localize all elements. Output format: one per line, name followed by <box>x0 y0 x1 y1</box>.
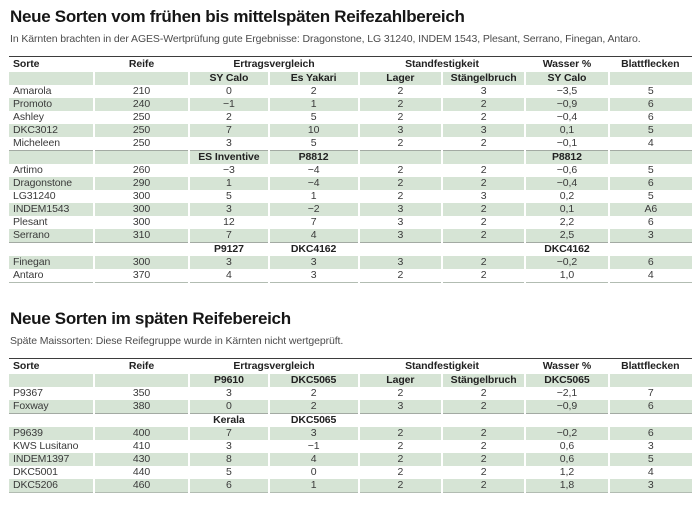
table-cell: 2 <box>442 98 525 111</box>
table-cell: Ashley <box>13 111 44 123</box>
table-cell: 2 <box>442 137 525 151</box>
table-cell: 4 <box>269 453 359 466</box>
variety-row <box>9 229 692 243</box>
column-header: Blattflecken <box>621 360 680 372</box>
variety-row <box>9 440 692 453</box>
column-header: Reife <box>128 360 155 372</box>
table-cell: 5 <box>609 453 692 466</box>
table-cell <box>9 374 94 387</box>
table-cell: 1 <box>189 177 268 190</box>
table-cell: 2 <box>359 440 442 453</box>
table-cell: −3 <box>189 164 268 177</box>
table-cell: 0 <box>189 400 268 414</box>
table-cell: 250 <box>94 111 190 124</box>
table-cell: Plesant <box>13 216 48 228</box>
table-cell: Antaro <box>13 269 44 281</box>
table-cell: 7 <box>189 124 268 137</box>
table-cell: 3 <box>189 256 268 269</box>
variety-row <box>9 111 692 124</box>
table-cell: 300 <box>94 216 190 229</box>
table-cell: 3 <box>189 387 268 400</box>
table-cell: 7 <box>269 216 359 229</box>
table-cell: 1 <box>269 190 359 203</box>
table-cell: 300 <box>94 256 190 269</box>
table-cell <box>94 414 190 428</box>
table-cell: 430 <box>94 453 190 466</box>
table-cell: 8 <box>189 453 268 466</box>
table-cell <box>94 243 190 257</box>
late-varieties-table <box>9 358 692 493</box>
table-cell: −1 <box>189 98 268 111</box>
table-cell: 3 <box>269 269 359 283</box>
section-subtitle: Späte Maissorten: Diese Reifegruppe wurde in Kärnten nicht wertgeprüft. <box>10 335 344 347</box>
table-cell: Lager <box>359 374 442 387</box>
section-title: Neue Sorten vom frühen bis mittelspäten Reifezahlbereich <box>10 7 465 26</box>
table-cell: DKC5001 <box>13 466 58 478</box>
table-cell: Foxway <box>9 400 94 414</box>
variety-row <box>9 453 692 466</box>
table-cell: 2 <box>442 216 525 229</box>
table-cell: 1,2 <box>525 466 608 479</box>
table-cell: 6 <box>609 427 692 440</box>
column-header: Ertragsvergleich <box>233 58 315 70</box>
table-cell <box>9 72 94 85</box>
table-cell: 0,1 <box>525 124 608 137</box>
table-cell <box>359 151 442 165</box>
table-cell: 260 <box>94 164 190 177</box>
table-cell: 2 <box>442 400 525 414</box>
table-cell: Serrano <box>9 229 94 243</box>
variety-row <box>9 85 692 98</box>
table-cell: 3 <box>189 137 268 151</box>
table-cell: 12 <box>189 216 268 229</box>
table-cell: −4 <box>269 164 359 177</box>
table-cell <box>442 414 525 428</box>
table-cell: 7 <box>189 229 268 243</box>
table-cell: DKC5065 <box>525 374 608 387</box>
table-cell: 3 <box>442 85 525 98</box>
table-cell: 2 <box>359 111 442 124</box>
table-cell: 2 <box>442 387 525 400</box>
table-cell: 2 <box>442 111 525 124</box>
table-cell: 6 <box>609 256 692 269</box>
table-cell: 3 <box>189 440 268 453</box>
table-cell: DKC4162 <box>525 243 608 257</box>
table-cell: P9367 <box>13 387 43 399</box>
early-varieties-table <box>9 56 692 283</box>
table-cell <box>359 243 442 257</box>
table-cell: 3 <box>609 229 692 243</box>
table-cell: DKC3012 <box>9 124 94 137</box>
table-cell <box>9 151 94 165</box>
table-cell: 350 <box>94 387 190 400</box>
table-cell: 4 <box>609 269 692 283</box>
comparer-subheader-row <box>9 414 692 428</box>
table-cell <box>9 243 94 257</box>
table-cell: −2 <box>269 203 359 216</box>
table-cell: −0,4 <box>525 111 608 124</box>
table-cell: Kerala <box>189 414 268 428</box>
table-cell: 2 <box>189 111 268 124</box>
table-cell: 5 <box>269 137 359 151</box>
table-cell: 2 <box>442 229 525 243</box>
table-cell: Finegan <box>9 256 94 269</box>
column-header: Wasser % <box>542 360 592 372</box>
table-cell: 5 <box>189 466 268 479</box>
table-cell: 3 <box>359 203 442 216</box>
table-cell: 2 <box>269 387 359 400</box>
table-cell: 5 <box>609 190 692 203</box>
table-cell: 2 <box>442 479 525 493</box>
table-cell: KWS Lusitano <box>13 440 79 452</box>
table-cell: 0,2 <box>525 190 608 203</box>
section-late-varieties <box>9 309 692 493</box>
variety-row <box>9 190 692 203</box>
table-cell: P9610 <box>189 374 268 387</box>
table-cell: 300 <box>94 190 190 203</box>
table-cell: 3 <box>189 203 268 216</box>
table-cell: 3 <box>442 190 525 203</box>
variety-row <box>9 400 692 414</box>
table-cell: 0,6 <box>525 453 608 466</box>
table-cell: 5 <box>269 111 359 124</box>
table-cell: DKC5065 <box>269 414 359 428</box>
table-cell: INDEM1543 <box>9 203 94 216</box>
table-cell: SY Calo <box>189 72 268 85</box>
table-cell <box>94 72 190 85</box>
table-cell: 2 <box>442 256 525 269</box>
table-cell: 1 <box>269 98 359 111</box>
table-cell: 240 <box>94 98 190 111</box>
table-cell: 2 <box>269 400 359 414</box>
comparer-subheader-row <box>9 72 692 85</box>
table-cell: DKC5065 <box>269 374 359 387</box>
variety-row <box>9 269 692 283</box>
table-cell: Dragonstone <box>9 177 94 190</box>
table-cell: 5 <box>609 124 692 137</box>
header-row <box>9 359 692 375</box>
table-cell: 2 <box>359 85 442 98</box>
table-cell: 2 <box>442 466 525 479</box>
table-cell: 3 <box>359 229 442 243</box>
table-cell: 1,8 <box>525 479 608 493</box>
table-cell: 6 <box>189 479 268 493</box>
table-cell: 370 <box>94 269 190 283</box>
table-cell: 2 <box>359 137 442 151</box>
table-cell: 0,6 <box>525 440 608 453</box>
column-header: Wasser % <box>542 58 592 70</box>
table-cell: 7 <box>189 427 268 440</box>
table-cell: 2 <box>442 440 525 453</box>
variety-row <box>9 164 692 177</box>
table-cell <box>442 151 525 165</box>
table-cell: 3 <box>359 400 442 414</box>
table-cell: 2 <box>359 98 442 111</box>
table-cell: 2,5 <box>525 229 608 243</box>
table-cell: 0 <box>189 85 268 98</box>
table-cell <box>94 151 190 165</box>
table-cell: A6 <box>609 203 692 216</box>
table-cell: 2 <box>359 466 442 479</box>
table-cell: 6 <box>609 216 692 229</box>
table-cell: 3 <box>359 124 442 137</box>
table-cell: 2 <box>442 453 525 466</box>
table-cell: 310 <box>94 229 190 243</box>
table-cell <box>525 414 608 428</box>
table-cell: P9127 <box>189 243 268 257</box>
column-header: Sorte <box>13 58 40 70</box>
comparer-subheader-row <box>9 374 692 387</box>
variety-row <box>9 466 692 479</box>
variety-row <box>9 124 692 137</box>
table-cell: 2 <box>359 269 442 283</box>
table-cell: 250 <box>94 124 190 137</box>
table-cell: 1,0 <box>525 269 608 283</box>
table-cell: P8812 <box>269 151 359 165</box>
table-cell <box>359 414 442 428</box>
table-cell: 2 <box>359 190 442 203</box>
table-cell: 5 <box>609 85 692 98</box>
column-header: Blattflecken <box>621 58 680 70</box>
table-cell: −0,4 <box>525 177 608 190</box>
table-cell: 3 <box>359 216 442 229</box>
table-cell: 2 <box>442 164 525 177</box>
table-cell: 2 <box>442 269 525 283</box>
table-cell: −0,6 <box>525 164 608 177</box>
table-cell: Micheleen <box>13 137 60 149</box>
table-cell: 400 <box>94 427 190 440</box>
table-cell: 3 <box>609 479 692 493</box>
table-cell: 4 <box>609 466 692 479</box>
table-cell: DKC5206 <box>9 479 94 493</box>
table-cell: 3 <box>269 427 359 440</box>
table-cell: 410 <box>94 440 190 453</box>
table-cell: LG31240 <box>13 190 56 202</box>
table-cell: Lager <box>359 72 442 85</box>
section-subtitle: In Kärnten brachten in der AGES-Wertprüfung gute Ergebnisse: Dragonstone, LG 31240, INDEM 1543, Plesant, Serrano, Finegan, Antaro. <box>10 33 641 45</box>
table-cell: DKC4162 <box>269 243 359 257</box>
table-cell: 6 <box>609 400 692 414</box>
column-header: Standfestigkeit <box>405 58 479 70</box>
section-title: Neue Sorten im späten Reifebereich <box>10 309 291 328</box>
table-cell: 290 <box>94 177 190 190</box>
table-cell: Promoto <box>9 98 94 111</box>
table-cell: 2 <box>359 387 442 400</box>
table-cell: 5 <box>189 190 268 203</box>
variety-row <box>9 427 692 440</box>
variety-row <box>9 203 692 216</box>
table-cell: Stängelbruch <box>442 374 525 387</box>
table-cell: 2,2 <box>525 216 608 229</box>
table-cell: Stängelbruch <box>442 72 525 85</box>
table-cell: 3 <box>609 440 692 453</box>
table-cell: P9639 <box>9 427 94 440</box>
table-cell: −0,2 <box>525 427 608 440</box>
table-cell: 2 <box>359 453 442 466</box>
table-cell: 4 <box>189 269 268 283</box>
table-cell: 2 <box>359 164 442 177</box>
variety-row <box>9 216 692 229</box>
variety-row <box>9 98 692 111</box>
header-row <box>9 57 692 73</box>
table-cell: 380 <box>94 400 190 414</box>
table-cell: 3 <box>269 256 359 269</box>
table-cell: −0,9 <box>525 400 608 414</box>
table-cell: 5 <box>609 164 692 177</box>
comparer-subheader-row <box>9 243 692 257</box>
table-cell: 460 <box>94 479 190 493</box>
table-cell: SY Calo <box>525 72 608 85</box>
table-cell: 1 <box>269 479 359 493</box>
table-cell: 3 <box>442 124 525 137</box>
table-cell: Es Yakari <box>269 72 359 85</box>
table-cell <box>609 374 692 387</box>
table-cell: 4 <box>269 229 359 243</box>
table-cell: 0,1 <box>525 203 608 216</box>
table-cell: 300 <box>94 203 190 216</box>
table-cell: −4 <box>269 177 359 190</box>
table-cell <box>94 374 190 387</box>
variety-row <box>9 137 692 151</box>
table-cell: INDEM1397 <box>9 453 94 466</box>
table-cell: 3 <box>359 256 442 269</box>
table-cell: P8812 <box>525 151 608 165</box>
column-header: Ertragsvergleich <box>233 360 315 372</box>
variety-row <box>9 177 692 190</box>
section-early-varieties <box>9 7 692 283</box>
table-cell: Amarola <box>13 85 52 97</box>
table-cell <box>609 151 692 165</box>
variety-row <box>9 479 692 493</box>
comparer-subheader-row <box>9 151 692 165</box>
table-cell: 6 <box>609 111 692 124</box>
table-cell: 2 <box>442 177 525 190</box>
table-cell <box>442 243 525 257</box>
column-header: Sorte <box>13 360 40 372</box>
table-cell: 6 <box>609 98 692 111</box>
table-cell <box>609 243 692 257</box>
table-cell: 250 <box>94 137 190 151</box>
column-header: Reife <box>128 58 155 70</box>
table-cell <box>609 414 692 428</box>
table-cell: −0,2 <box>525 256 608 269</box>
table-cell: 0 <box>269 466 359 479</box>
column-header: Standfestigkeit <box>405 360 479 372</box>
variety-row <box>9 387 692 400</box>
table-cell: 10 <box>269 124 359 137</box>
table-cell: 2 <box>359 427 442 440</box>
table-cell <box>609 72 692 85</box>
table-cell: 440 <box>94 466 190 479</box>
table-cell: 4 <box>609 137 692 151</box>
table-cell: 6 <box>609 177 692 190</box>
table-cell: ES Inventive <box>189 151 268 165</box>
table-cell: −3,5 <box>525 85 608 98</box>
table-cell: Artimo <box>13 164 43 176</box>
table-cell: 2 <box>442 203 525 216</box>
table-cell: 7 <box>609 387 692 400</box>
table-cell: 2 <box>359 479 442 493</box>
table-cell: −0,1 <box>525 137 608 151</box>
table-cell: −2,1 <box>525 387 608 400</box>
table-cell: −0,9 <box>525 98 608 111</box>
table-cell <box>9 414 94 428</box>
table-cell: 2 <box>269 85 359 98</box>
variety-row <box>9 256 692 269</box>
table-cell: −1 <box>269 440 359 453</box>
table-cell: 2 <box>442 427 525 440</box>
table-cell: 2 <box>359 177 442 190</box>
table-cell: 210 <box>94 85 190 98</box>
